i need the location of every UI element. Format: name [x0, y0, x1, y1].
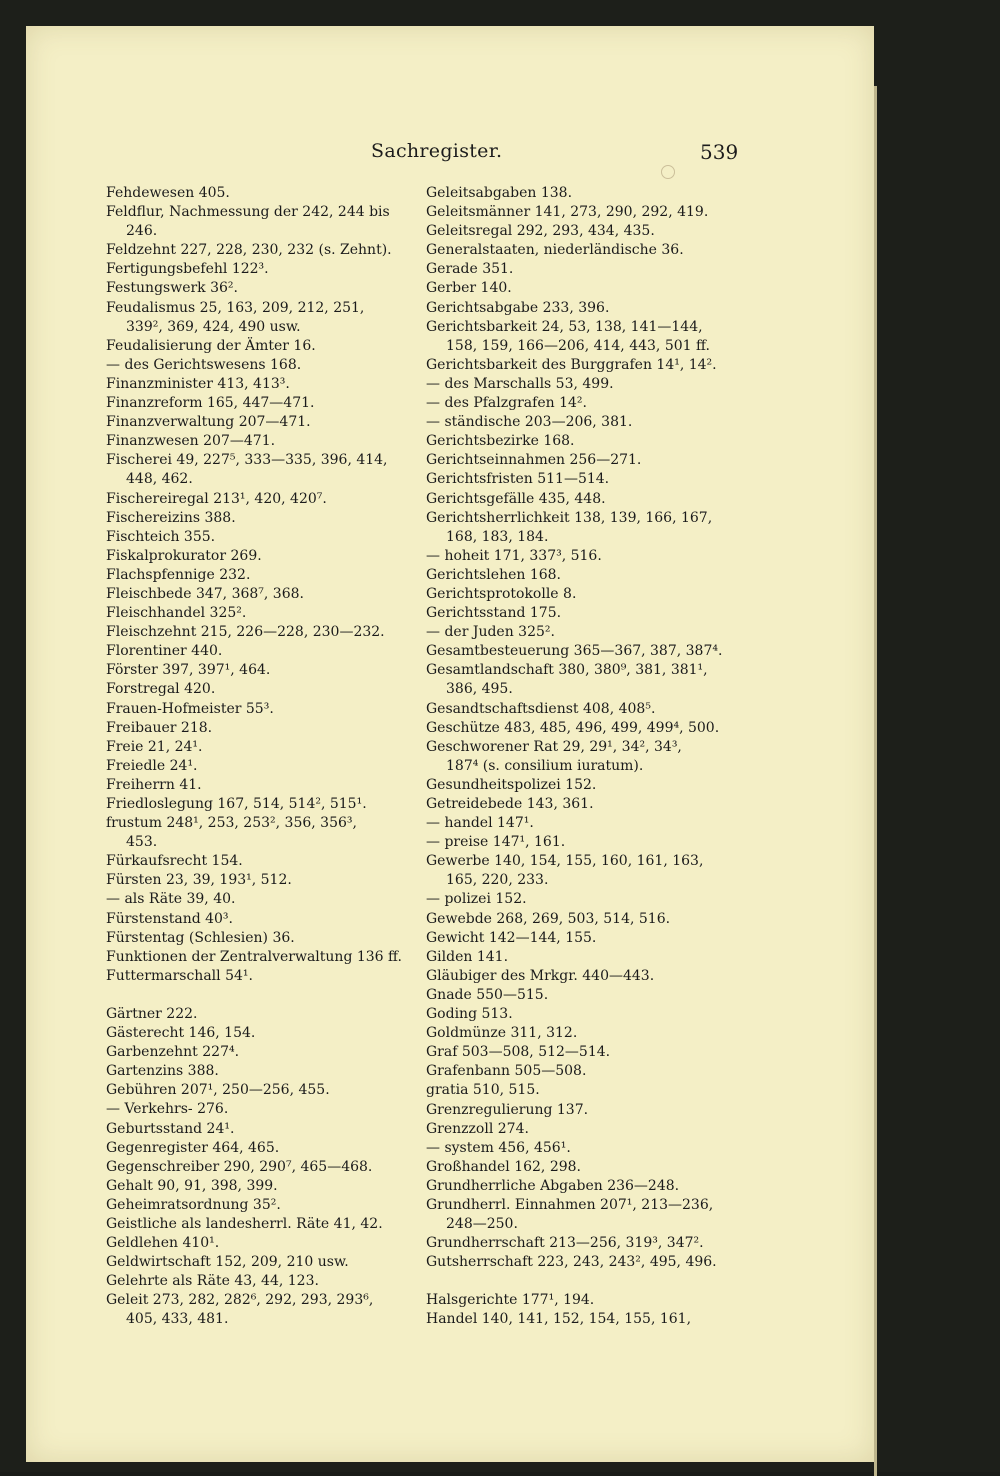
index-entry: Feudalismus 25, 163, 209, 212, 251, [106, 299, 365, 316]
index-entry: Freibauer 218. [106, 719, 213, 736]
index-entry: Gebühren 207¹, 250—256, 455. [106, 1082, 330, 1099]
index-entry: Freiherrn 41. [106, 776, 202, 793]
index-entry: Geburtsstand 24¹. [106, 1120, 235, 1137]
index-entry: Fleischzehnt 215, 226—228, 230—232. [106, 624, 385, 641]
index-entry: Finanzverwaltung 207—471. [106, 414, 311, 431]
index-entry: Feldflur, Nachmessung der 242, 244 bis [106, 204, 390, 221]
index-entry: Gehalt 90, 91, 398, 399. [106, 1177, 278, 1194]
index-entry: Grafenbann 505—508. [426, 1063, 587, 1080]
index-entry: Grundherrl. Einnahmen 207¹, 213—236, [426, 1196, 714, 1213]
index-entry: 246. [126, 223, 158, 240]
index-column-left [106, 184, 424, 1330]
index-entry: Gerichtsprotokolle 8. [426, 585, 577, 602]
index-entry: Fleischhandel 325². [106, 605, 247, 622]
index-entry: Gerichtslehen 168. [426, 566, 562, 583]
index-entry: Fischerei 49, 227⁵, 333—335, 396, 414, [106, 452, 388, 469]
index-entry: — des Marschalls 53, 499. [426, 375, 614, 392]
index-entry: 187⁴ (s. consilium iuratum). [446, 757, 644, 774]
index-entry: Geldlehen 410¹. [106, 1235, 220, 1252]
index-entry: Geleit 273, 282, 282⁶, 292, 293, 293⁶, [106, 1292, 374, 1309]
index-entry: 168, 183, 184. [446, 528, 549, 545]
page-number: 539 [700, 140, 739, 164]
index-entry: Fürkaufsrecht 154. [106, 853, 243, 870]
book-page [26, 26, 874, 1462]
index-entry: Geleitsregal 292, 293, 434, 435. [426, 223, 655, 240]
index-entry: Feudalisierung der Ämter 16. [106, 337, 316, 354]
index-entry: frustum 248¹, 253, 253², 356, 356³, [106, 815, 357, 832]
index-entry: Gästerecht 146, 154. [106, 1025, 256, 1042]
index-entry: Gutsherrschaft 223, 243, 243², 495, 496. [426, 1254, 717, 1271]
running-head: Sachregister. [371, 140, 503, 162]
index-entry: Freiedle 24¹. [106, 757, 198, 774]
index-entry: Gärtner 222. [106, 1005, 198, 1022]
index-entry: Gewerbe 140, 154, 155, 160, 161, 163, [426, 853, 704, 870]
index-entry: Gilden 141. [426, 948, 509, 965]
index-entry: 339², 369, 424, 490 usw. [126, 318, 301, 335]
index-entry: Gesundheitspolizei 152. [426, 776, 597, 793]
index-entry: — des Pfalzgrafen 14². [426, 395, 587, 412]
index-entry: Flachspfennige 232. [106, 566, 251, 583]
index-entry: Gesamtlandschaft 380, 380⁹, 381, 381¹, [426, 662, 708, 679]
index-entry: Geleitsmänner 141, 273, 290, 292, 419. [426, 204, 709, 221]
index-entry: Großhandel 162, 298. [426, 1158, 582, 1175]
index-entry: 453. [126, 834, 158, 851]
index-entry [106, 986, 424, 1005]
index-entry: Fischereizins 388. [106, 509, 236, 526]
index-entry: Fertigungsbefehl 122³. [106, 261, 269, 278]
index-entry: Geschworener Rat 29, 29¹, 34², 34³, [426, 738, 682, 755]
index-entry: Finanzreform 165, 447—471. [106, 395, 315, 412]
index-entry: Garbenzehnt 227⁴. [106, 1044, 240, 1061]
index-entry: Gewebde 268, 269, 503, 514, 516. [426, 910, 671, 927]
index-entry: Goldmünze 311, 312. [426, 1025, 578, 1042]
index-entry: Friedloslegung 167, 514, 514², 515¹. [106, 796, 367, 812]
index-entry: Grundherrliche Abgaben 236—248. [426, 1177, 680, 1194]
index-entry: Gerichtsbarkeit 24, 53, 138, 141—144, [426, 318, 703, 335]
index-entry: — der Juden 325². [426, 624, 555, 641]
index-entry: Handel 140, 141, 152, 154, 155, 161, [426, 1311, 692, 1328]
index-entry: 405, 433, 481. [126, 1311, 229, 1328]
index-entry: Fürstentag (Schlesien) 36. [106, 929, 295, 946]
index-entry: Halsgerichte 177¹, 194. [426, 1292, 595, 1309]
index-entry: Feldzehnt 227, 228, 230, 232 (s. Zehnt). [106, 242, 392, 259]
index-entry: Finanzminister 413, 413³. [106, 375, 290, 392]
index-entry: Freie 21, 24¹. [106, 738, 203, 755]
index-entry: Gerichtsbarkeit des Burggrafen 14¹, 14². [426, 356, 717, 373]
index-entry: — system 456, 456¹. [426, 1139, 571, 1156]
index-entry: — ständische 203—206, 381. [426, 414, 633, 431]
index-entry: Fischereiregal 213¹, 420, 420⁷. [106, 490, 327, 507]
index-entry: Futtermarschall 54¹. [106, 967, 253, 984]
index-entry: Geschütze 483, 485, 496, 499, 499⁴, 500. [426, 719, 720, 736]
index-entry: Gerichtsfristen 511—514. [426, 471, 610, 488]
index-entry: — handel 147¹. [426, 815, 534, 832]
index-entry: 165, 220, 233. [446, 872, 549, 889]
index-entry: gratia 510, 515. [426, 1082, 540, 1099]
index-entry: 158, 159, 166—206, 414, 443, 501 ff. [446, 337, 710, 354]
index-entry: Gegenregister 464, 465. [106, 1139, 280, 1156]
index-entry: Gläubiger des Mrkgr. 440—443. [426, 967, 655, 984]
index-entry: Gelehrte als Räte 43, 44, 123. [106, 1273, 319, 1290]
index-entry: Gerichtseinnahmen 256—271. [426, 452, 642, 469]
index-entry: Gesandtschaftsdienst 408, 408⁵. [426, 700, 656, 717]
index-entry: Festungswerk 36². [106, 280, 238, 297]
index-entry: Gegenschreiber 290, 290⁷, 465—468. [106, 1158, 373, 1175]
index-entry: Goding 513. [426, 1006, 513, 1023]
index-entry: Funktionen der Zentralverwaltung 136 ff. [106, 948, 402, 965]
index-entry: Gerichtsabgabe 233, 396. [426, 299, 610, 316]
index-entry: Gerichtsstand 175. [426, 605, 562, 622]
page-header [26, 140, 874, 170]
index-entry: Förster 397, 397¹, 464. [106, 662, 271, 679]
index-entry: 386, 495. [446, 681, 513, 698]
index-entry: Gerber 140. [426, 280, 512, 297]
index-entry: Fischteich 355. [106, 528, 216, 545]
index-entry: Fiskalprokurator 269. [106, 547, 262, 564]
index-entry: Fleischbede 347, 368⁷, 368. [106, 585, 304, 602]
index-entry: — Verkehrs- 276. [106, 1101, 229, 1118]
index-entry: Gerade 351. [426, 261, 514, 278]
index-entry: Geleitsabgaben 138. [426, 185, 573, 201]
index-entry: Gerichtsbezirke 168. [426, 433, 575, 450]
index-entry: — als Räte 39, 40. [106, 891, 236, 908]
index-entry: — des Gerichtswesens 168. [106, 356, 302, 373]
index-entry: Gewicht 142—144, 155. [426, 929, 597, 946]
index-entry: Gesamtbesteuerung 365—367, 387, 387⁴. [426, 643, 723, 660]
index-entry: Geldwirtschaft 152, 209, 210 usw. [106, 1254, 349, 1271]
index-entry: Grundherrschaft 213—256, 319³, 347². [426, 1235, 704, 1252]
index-entry: Frauen-Hofmeister 55³. [106, 700, 274, 717]
index-entry: Fürstenstand 40³. [106, 910, 233, 927]
index-entry: Geheimratsordnung 35². [106, 1196, 281, 1213]
index-entry: Fehdewesen 405. [106, 185, 230, 201]
index-entry: Geistliche als landesherrl. Räte 41, 42. [106, 1215, 383, 1232]
index-entry: Graf 503—508, 512—514. [426, 1044, 611, 1061]
index-entry: Gartenzins 388. [106, 1063, 219, 1080]
index-column-right [426, 184, 766, 1330]
index-entry: Gerichtsgefälle 435, 448. [426, 490, 606, 507]
page-edge [874, 86, 877, 1476]
index-entry: Generalstaaten, niederländische 36. [426, 242, 684, 259]
index-entry: Forstregal 420. [106, 681, 216, 698]
index-entry: — hoheit 171, 337³, 516. [426, 547, 602, 564]
index-entry: Getreidebede 143, 361. [426, 796, 594, 812]
index-entry: 448, 462. [126, 471, 193, 488]
index-entry: 248—250. [446, 1216, 518, 1233]
index-entry: Florentiner 440. [106, 643, 223, 660]
index-entry: Gerichtsherrlichkeit 138, 139, 166, 167, [426, 509, 713, 526]
index-entry: Gnade 550—515. [426, 986, 549, 1003]
index-entry: Finanzwesen 207—471. [106, 433, 276, 450]
index-entry: — polizei 152. [426, 891, 527, 908]
index-entry: Fürsten 23, 39, 193¹, 512. [106, 872, 292, 889]
index-entry: Grenzregulierung 137. [426, 1101, 589, 1118]
index-entry: Grenzzoll 274. [426, 1120, 529, 1137]
index-entry: — preise 147¹, 161. [426, 834, 566, 851]
index-entry [426, 1272, 766, 1291]
